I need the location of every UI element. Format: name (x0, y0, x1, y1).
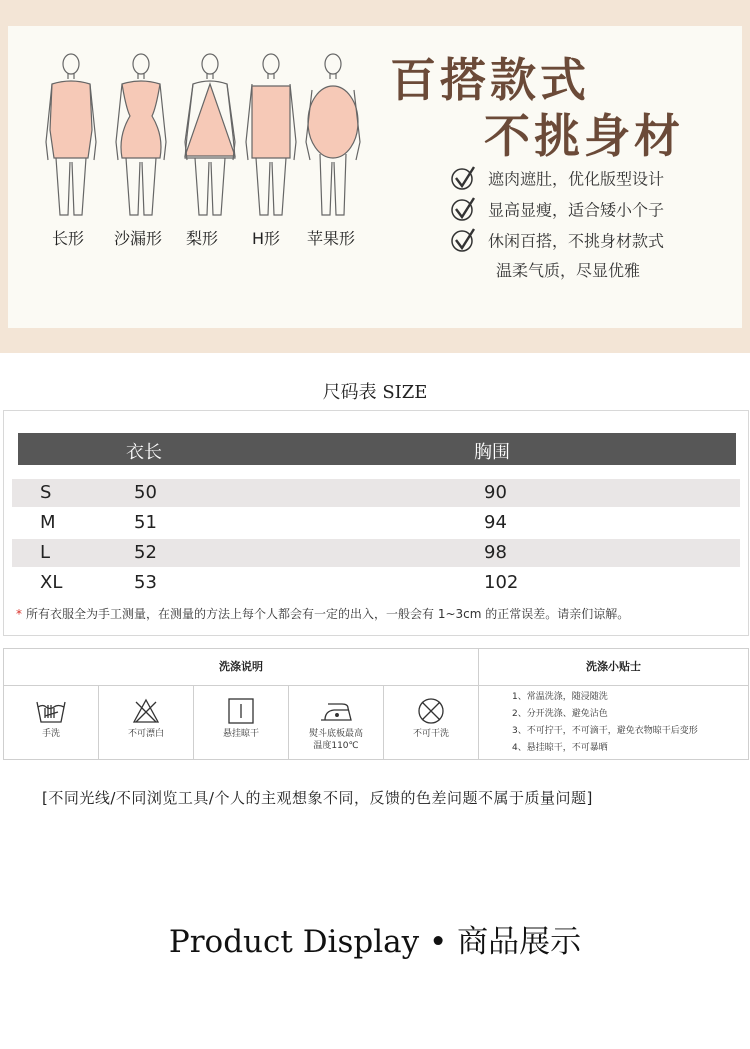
checkmark-icon (450, 196, 476, 222)
length-cell: 51 (134, 512, 157, 533)
apple-body-icon (302, 50, 364, 220)
body-type-label: 沙漏形 (114, 229, 163, 248)
headline-versatile: 百搭款式 (390, 53, 590, 107)
wash-symbol-cell (4, 686, 99, 759)
list-item: 1、常温洗涤，随浸随洗 (512, 692, 608, 702)
bust-cell: 90 (484, 482, 507, 503)
wash-symbol-label: 熨斗底板最高 (308, 729, 363, 739)
color-disclaimer: [不同光线/不同浏览工具/个人的主观想象不同，反馈的色差问题不属于质量问题] (42, 789, 593, 807)
table-row (12, 569, 740, 597)
size-table-title: 尺码表 SIZE (322, 382, 428, 403)
wash-tips-header: 洗涤小贴士 (479, 649, 748, 686)
size-cell: M (40, 512, 56, 533)
hand-wash-icon (34, 696, 68, 726)
size-cell: S (40, 482, 52, 503)
checkmark-icon (450, 227, 476, 253)
wash-symbol-label: 悬挂晾干 (222, 729, 259, 739)
iron-icon (318, 696, 354, 726)
feature-item (450, 227, 664, 253)
body-type-label: 梨形 (186, 229, 219, 248)
h-shape-body-icon (240, 50, 302, 220)
body-type-label: 长形 (52, 229, 85, 248)
wash-symbol-label: 手洗 (41, 729, 60, 739)
feature-extra-text: 温柔气质，尽显优雅 (496, 261, 641, 280)
hang-dry-icon (226, 696, 256, 726)
checkmark-icon (450, 165, 476, 191)
wash-tips-list (512, 689, 698, 757)
size-table (3, 410, 749, 636)
length-cell: 52 (134, 542, 157, 563)
size-cell: XL (40, 572, 63, 593)
table-row (12, 539, 740, 567)
wash-symbol-cell (194, 686, 289, 759)
wash-symbol-cell (384, 686, 479, 759)
hourglass-body-icon (110, 50, 172, 220)
wash-care-table (3, 648, 749, 760)
rectangle-body-icon (40, 50, 102, 220)
no-dry-clean-icon (416, 696, 446, 726)
note-asterisk: * (16, 607, 22, 621)
wash-symbol-label: 不可干洗 (412, 729, 449, 739)
wash-instructions-header: 洗涤说明 (4, 649, 479, 686)
body-type-banner (0, 0, 750, 353)
no-bleach-icon (131, 696, 161, 726)
product-display-title: Product Display • 商品展示 (168, 924, 582, 960)
feature-text: 遮肉遮肚，优化版型设计 (488, 169, 665, 189)
list-item: 3、不可拧干，不可滴干，避免衣物晾干后变形 (512, 726, 698, 736)
size-table-header (18, 433, 736, 465)
length-cell: 50 (134, 482, 157, 503)
list-item: 2、分开洗涤、避免沾色 (512, 709, 608, 719)
table-row (12, 479, 740, 507)
table-row (12, 509, 740, 537)
measurement-note (16, 605, 629, 622)
feature-text: 休闲百搭，不挑身材款式 (488, 231, 665, 251)
wash-symbol-cell (289, 686, 384, 759)
size-cell: L (40, 542, 51, 563)
note-text: 所有衣服全为手工测量，在测量的方法上每个人都会有一定的出入，一般会有 1~3cm 的正常误差。请亲们谅解。 (26, 607, 630, 621)
wash-symbol-label: 温度110℃ (313, 741, 359, 751)
header-bust: 胸围 (474, 442, 510, 463)
bust-cell: 102 (484, 572, 519, 593)
list-item: 4、悬挂晾干，不可暴晒 (512, 743, 608, 753)
length-cell: 53 (134, 572, 157, 593)
header-length: 衣长 (126, 442, 162, 463)
feature-item (450, 196, 664, 222)
feature-text: 显高显瘦，适合矮小个子 (488, 200, 665, 220)
wash-symbol-label: 不可漂白 (127, 729, 164, 739)
bust-cell: 98 (484, 542, 507, 563)
wash-symbol-cell (99, 686, 194, 759)
bust-cell: 94 (484, 512, 507, 533)
body-type-label: H形 (252, 229, 281, 248)
pear-body-icon (179, 50, 241, 220)
headline-any-figure: 不挑身材 (484, 109, 684, 163)
body-type-label: 苹果形 (307, 229, 356, 248)
feature-item (450, 165, 664, 191)
